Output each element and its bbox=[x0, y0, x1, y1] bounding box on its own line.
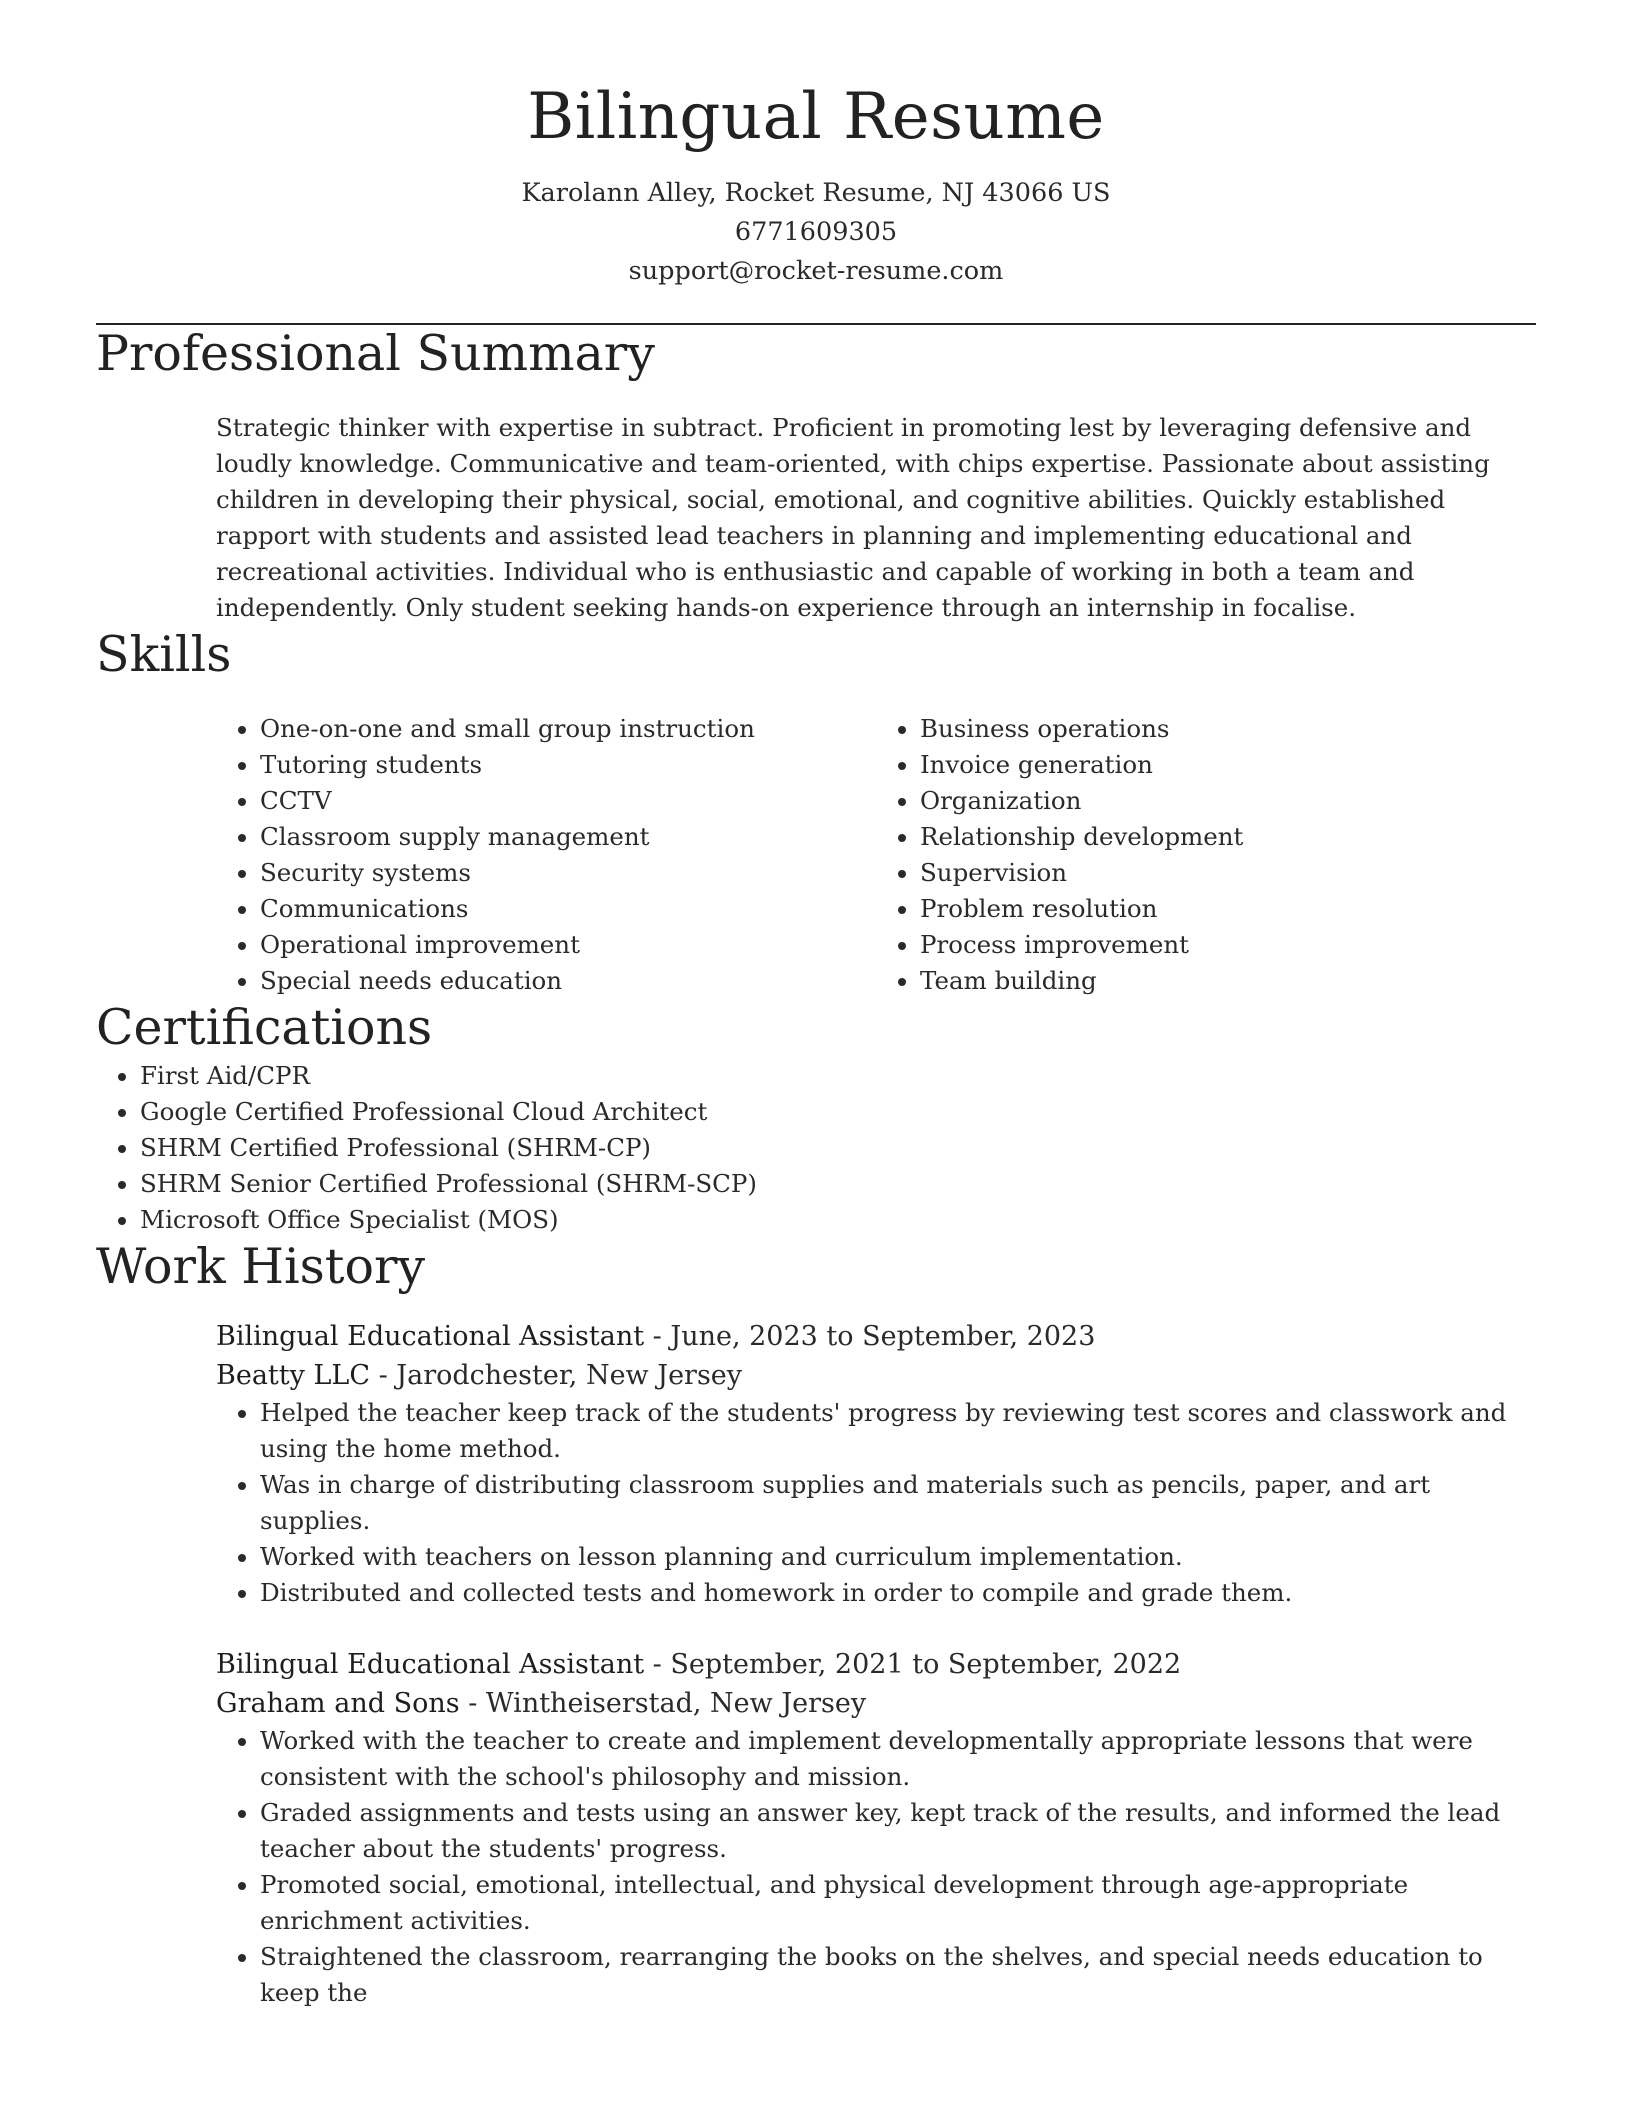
separator: - bbox=[468, 1687, 486, 1719]
certifications-heading: Certifications bbox=[96, 998, 433, 1056]
job-duty: • Was in charge of distributing classroom supplies and materials such as pencils, paper, and art supplies. bbox=[260, 1467, 1536, 1539]
job-title-line bbox=[216, 1645, 1536, 1684]
job-location: Jarodchester, New Jersey bbox=[396, 1359, 743, 1391]
skill-item: • One-on-one and small group instruction bbox=[260, 711, 876, 747]
separator: - bbox=[652, 1648, 671, 1680]
job-dates: June, 2023 to September, 2023 bbox=[670, 1320, 1096, 1352]
job-location: Wintheiserstad, New Jersey bbox=[485, 1687, 867, 1719]
skill-item: • Tutoring students bbox=[260, 747, 876, 783]
job-role: Bilingual Educational Assistant bbox=[216, 1320, 645, 1352]
job-duty: • Graded assignments and tests using an answer key, kept track of the results, and informed the lead teacher about the students' progress. bbox=[260, 1795, 1536, 1867]
skill-item: • Problem resolution bbox=[920, 891, 1536, 927]
job-company-line bbox=[216, 1684, 1536, 1723]
job-company-line bbox=[216, 1356, 1536, 1395]
job-duty: • Worked with the teacher to create and implement developmentally appropriate lessons that were consistent with the school's philosophy and mission. bbox=[260, 1723, 1536, 1795]
job-duty: • Promoted social, emotional, intellectual, and physical development through age-appropriate enrichment activities. bbox=[260, 1867, 1536, 1939]
skill-item: • Special needs education bbox=[260, 963, 876, 999]
skill-item: • Classroom supply management bbox=[260, 819, 876, 855]
job-company: Graham and Sons bbox=[216, 1687, 460, 1719]
skills-list-left bbox=[216, 711, 876, 999]
job-duties-list bbox=[216, 1395, 1536, 1611]
job-duty: • Distributed and collected tests and homework in order to compile and grade them. bbox=[260, 1575, 1536, 1611]
skill-item: • Security systems bbox=[260, 855, 876, 891]
skill-item: • Invoice generation bbox=[920, 747, 1536, 783]
job-duty: • Helped the teacher keep track of the students' progress by reviewing test scores and classwork and using the home method. bbox=[260, 1395, 1536, 1467]
certification-item: • SHRM Senior Certified Professional (SHRM-SCP) bbox=[140, 1166, 1536, 1202]
skills-columns bbox=[216, 711, 1536, 999]
contact-email: support@rocket-resume.com bbox=[628, 256, 1004, 287]
certification-item: • Google Certified Professional Cloud Architect bbox=[140, 1094, 1536, 1130]
skill-item: • Process improvement bbox=[920, 927, 1536, 963]
skills-heading: Skills bbox=[96, 626, 232, 684]
skill-item: • Team building bbox=[920, 963, 1536, 999]
certifications-list bbox=[96, 1058, 1536, 1238]
summary-text: Strategic thinker with expertise in subtract. Proficient in promoting lest by leveraging defensive and loudly knowledge. Communicative and team-oriented, with chips expertise. Passionate about assisting children in developing their physical, social, emotional, and cognitive abilities. Quickly established rapport with students and assisted lead teachers in planning and implementing educational and recreational activities. Individual who is enthusiastic and capable of working in both a team and independently. Only student seeking hands-on experience through an internship in focalise. bbox=[216, 413, 1490, 623]
certification-item: • Microsoft Office Specialist (MOS) bbox=[140, 1202, 1536, 1238]
skills-list-right bbox=[876, 711, 1536, 999]
certification-item: • SHRM Certified Professional (SHRM-CP) bbox=[140, 1130, 1536, 1166]
certification-item: • First Aid/CPR bbox=[140, 1058, 1536, 1094]
skill-item: • CCTV bbox=[260, 783, 876, 819]
separator: - bbox=[652, 1320, 671, 1352]
job-duty: • Straightened the classroom, rearranging the books on the shelves, and special needs education to keep the bbox=[260, 1939, 1536, 2011]
skill-item: • Communications bbox=[260, 891, 876, 927]
resume-title: Bilingual Resume bbox=[527, 80, 1105, 154]
skill-item: • Supervision bbox=[920, 855, 1536, 891]
contact-address: Karolann Alley, Rocket Resume, NJ 43066 US bbox=[521, 178, 1111, 209]
skill-item: • Relationship development bbox=[920, 819, 1536, 855]
job-entry bbox=[216, 1645, 1536, 2011]
skill-item: • Business operations bbox=[920, 711, 1536, 747]
work-history-heading: Work History bbox=[96, 1237, 426, 1295]
job-role: Bilingual Educational Assistant bbox=[216, 1648, 645, 1680]
job-entry bbox=[216, 1317, 1536, 1611]
job-title-line bbox=[216, 1317, 1536, 1356]
resume-header bbox=[96, 0, 1536, 291]
job-duties-list bbox=[216, 1723, 1536, 2011]
contact-phone: 6771609305 bbox=[734, 217, 898, 248]
skill-item: • Operational improvement bbox=[260, 927, 876, 963]
summary-heading: Professional Summary bbox=[96, 325, 655, 383]
separator: - bbox=[378, 1359, 397, 1391]
job-dates: September, 2021 to September, 2022 bbox=[670, 1648, 1182, 1680]
job-duty: • Worked with teachers on lesson planning and curriculum implementation. bbox=[260, 1539, 1536, 1575]
job-company: Beatty LLC bbox=[216, 1359, 370, 1391]
skill-item: • Organization bbox=[920, 783, 1536, 819]
